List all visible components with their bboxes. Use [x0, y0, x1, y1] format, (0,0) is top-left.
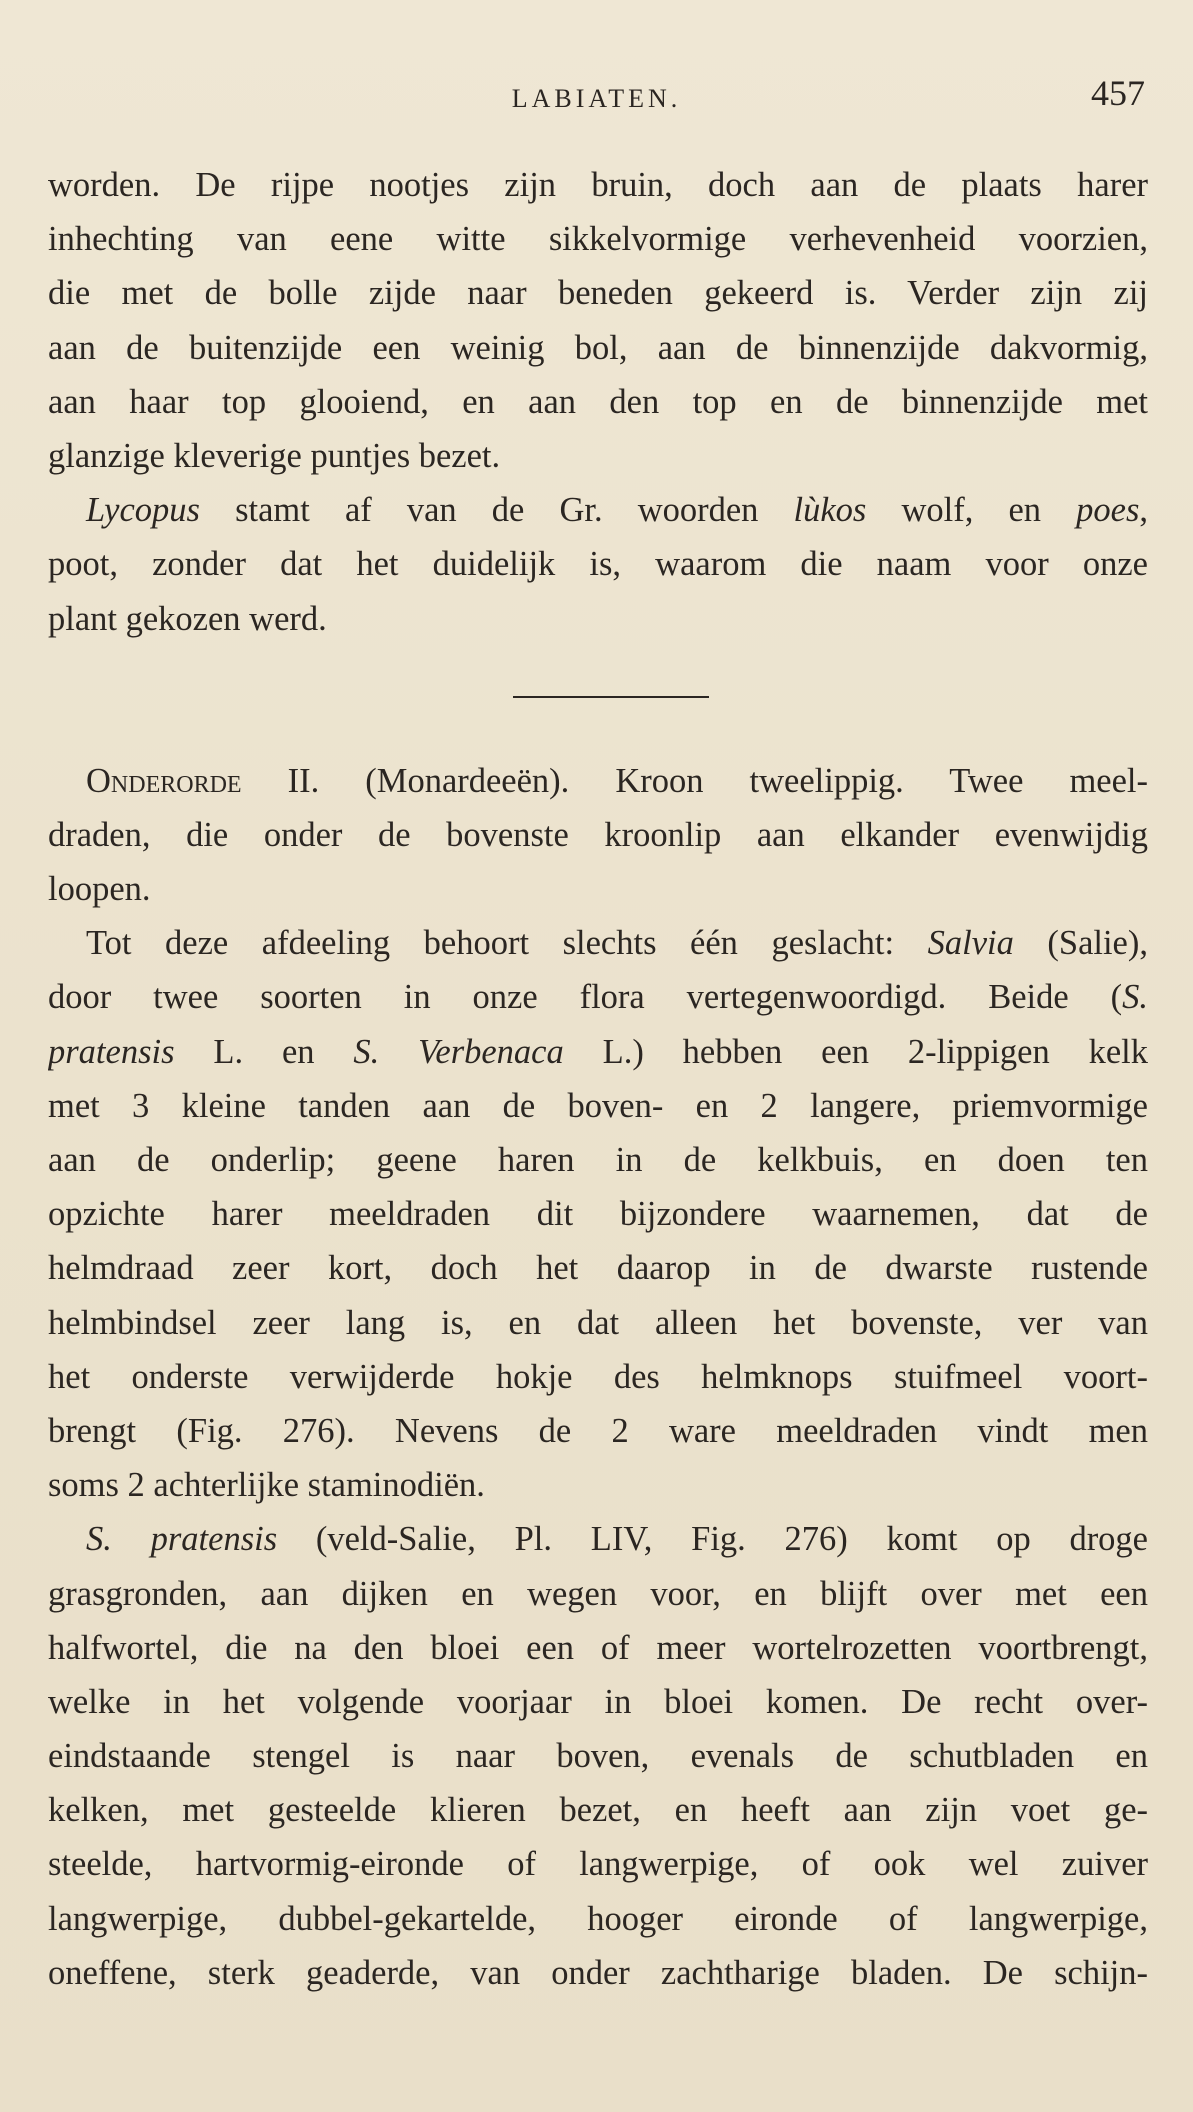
horizontal-rule [513, 696, 709, 698]
text-line: kelken, met gesteelde klieren bezet, en heeft aan zijn voet ge- [48, 1791, 1148, 1830]
text-line: Onderorde II. (Monardeeën). Kroon tweelippig. Twee meel- [86, 761, 1148, 800]
text-line: eindstaande stengel is naar boven, evenals de schutbladen en [48, 1737, 1148, 1776]
text-line: met 3 kleine tanden aan de boven- en 2 langere, priemvormige [48, 1086, 1148, 1125]
text-line: langwerpige, dubbel-gekartelde, hooger eironde of langwerpige, [48, 1899, 1148, 1938]
text-line: door twee soorten in onze flora vertegenwoordigd. Beide (S. [48, 978, 1148, 1017]
text-line: draden, die onder de bovenste kroonlip aan elkander evenwijdig [48, 815, 1148, 854]
text-line: Tot deze afdeeling behoort slechts één geslacht: Salvia (Salie), [86, 924, 1148, 963]
section-divider [48, 646, 1148, 754]
italic-term: pratensis [48, 1032, 175, 1071]
text-line: loopen. [48, 870, 151, 909]
body-text [48, 158, 1148, 2000]
italic-term: Salvia [927, 924, 1014, 963]
section-heading: Onderorde [86, 761, 242, 800]
text-line: Lycopus stamt af van de Gr. woorden lùkos wolf, en poes, [86, 491, 1148, 530]
text-line: grasgronden, aan dijken en wegen voor, en blijft over met een [48, 1574, 1148, 1613]
italic-term: S. [1122, 978, 1148, 1017]
text-line: inhechting van eene witte sikkelvormige verhevenheid voorzien, [48, 220, 1148, 259]
text-line: het onderste verwijderde hokje des helmknops stuifmeel voort- [48, 1357, 1148, 1396]
text-line: halfwortel, die na den bloei een of meer wortelrozetten voortbrengt, [48, 1628, 1148, 1667]
text-line: welke in het volgende voorjaar in bloei komen. De recht over- [48, 1682, 1148, 1721]
text-line: pratensis L. en S. Verbenaca L.) hebben een 2-lippigen kelk [48, 1032, 1148, 1071]
text-line: plant gekozen werd. [48, 599, 327, 638]
text-line: S. pratensis (veld-Salie, Pl. LIV, Fig. 276) komt op droge [86, 1520, 1148, 1559]
text-line: steelde, hartvormig-eironde of langwerpige, of ook wel zuiver [48, 1845, 1148, 1884]
text-line: aan de buitenzijde een weinig bol, aan de binnenzijde dakvormig, [48, 328, 1148, 367]
text-line: oneffene, sterk geaderde, van onder zachtharige bladen. De schijn- [48, 1953, 1148, 1992]
text-line: poot, zonder dat het duidelijk is, waarom die naam voor onze [48, 545, 1148, 584]
running-head [0, 72, 1193, 122]
text-line: aan de onderlip; geene haren in de kelkbuis, en doen ten [48, 1141, 1148, 1179]
text-line: helmbindsel zeer lang is, en dat alleen het bovenste, ver van [48, 1303, 1148, 1342]
text-line: soms 2 achterlijke staminodiën. [48, 1466, 485, 1505]
italic-term: S. pratensis [86, 1520, 278, 1559]
page-number: 457 [1091, 73, 1145, 113]
text-line: aan haar top glooiend, en aan den top en de binnenzijde met [48, 382, 1148, 421]
italic-term: lùkos [793, 491, 867, 530]
italic-term: Lycopus [86, 491, 200, 530]
text-line: opzichte harer meeldraden dit bijzondere waarnemen, dat de [48, 1195, 1148, 1234]
italic-term: S. Verbenaca [353, 1032, 564, 1071]
italic-term: poes [1076, 491, 1140, 530]
text-line: glanzige kleverige puntjes bezet. [48, 436, 501, 475]
running-title: LABIATEN. [511, 84, 682, 113]
text-line: die met de bolle zijde naar beneden gekeerd is. Verder zijn zij [48, 274, 1148, 313]
text-line: brengt (Fig. 276). Nevens de 2 ware meeldraden vindt men [48, 1411, 1148, 1450]
text-line: helmdraad zeer kort, doch het daarop in de dwarste rustende [48, 1249, 1148, 1288]
text-line: worden. De rijpe nootjes zijn bruin, doch aan de plaats harer [48, 166, 1148, 204]
